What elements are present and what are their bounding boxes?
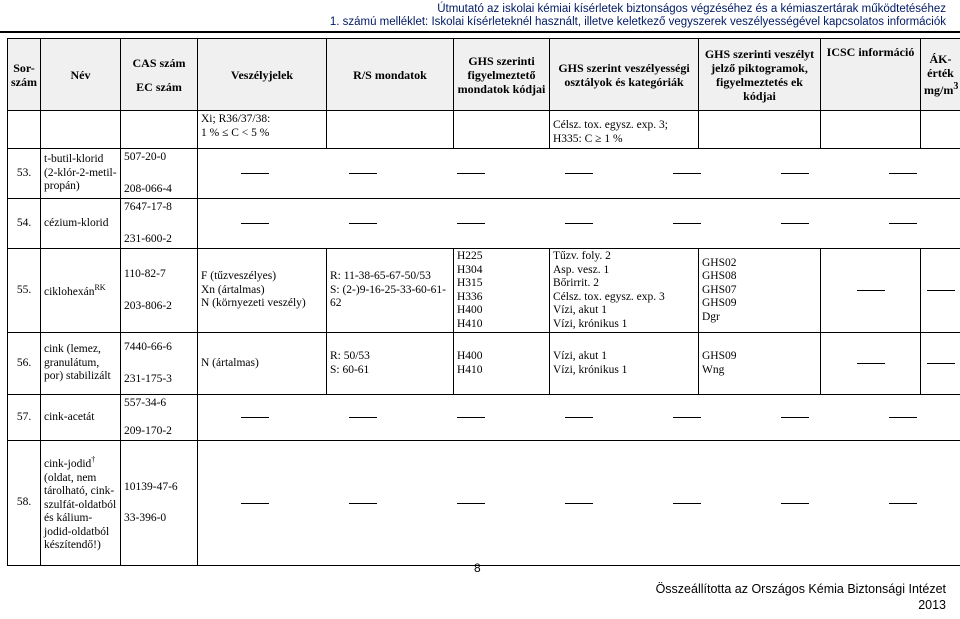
row-number: 58. [8, 441, 41, 566]
chemical-name: cink (lemez, granulátum, por) stabilizált [41, 333, 121, 395]
no-data-dashes [198, 199, 960, 249]
pre-row-ghs-osztalyok: Célsz. tox. egysz. exp. 3; H335: C ≥ 1 % [550, 111, 699, 149]
page-number: 8 [474, 561, 481, 575]
cas-ec-cell: 557-34-6 209-170-2 [121, 395, 198, 441]
ak-cell [921, 249, 960, 333]
table-row [8, 395, 960, 441]
row-number: 56. [8, 333, 41, 395]
veszelyjelek-cell: F (tűzveszélyes) Xn (ártalmas) N (környezeti veszély) [198, 249, 327, 333]
header-divider [0, 31, 960, 33]
table-row [8, 149, 960, 199]
col-header-ghs-osztalyok: GHS szerint veszélyességi osztályok és kategóriák [550, 39, 699, 111]
cas-ec-cell: 507-20-0 208-066-4 [121, 149, 198, 199]
document-header-title: Útmutató az iskolai kémiai kísérletek biztonságos végzéséhez és a kémiaszertárak működtetéséhez [437, 3, 946, 15]
col-header-sorszam: Sor- szám [8, 39, 41, 111]
veszelyjelek-cell: N (ártalmas) [198, 333, 327, 395]
chemical-name: t-butil-klorid (2-klór-2-metil-propán) [41, 149, 121, 199]
row-number: 57. [8, 395, 41, 441]
table-row [8, 441, 960, 566]
col-header-icsc: ICSC információ [821, 39, 921, 111]
row-number: 55. [8, 249, 41, 333]
cas-ec-cell: 110-82-7 203-806-2 [121, 249, 198, 333]
row-number: 54. [8, 199, 41, 249]
ghs-mondatok-cell: H225 H304 H315 H336 H400 H410 [454, 249, 550, 333]
ghs-osztalyok-cell: Vízi, akut 1 Vízi, krónikus 1 [550, 333, 699, 395]
ak-cell [921, 333, 960, 395]
col-header-cas-ec: CAS szám EC szám [121, 39, 198, 111]
col-header-ak: ÁK-érték $mg/m^3$ [921, 39, 960, 111]
ghs-osztalyok-cell: Tűzv. foly. 2 Asp. vesz. 1 Bőrirrit. 2 Célsz. tox. egysz. exp. 3 Vízi, akut 1 Vízi, krónikus 1 [550, 249, 699, 333]
col-header-rs: R/S mondatok [327, 39, 454, 111]
chemical-name: cink-acetát [41, 395, 121, 441]
chemical-name: ciklohexán$^{RK}$ [41, 249, 121, 333]
col-header-veszelyjelek: Veszélyjelek [198, 39, 327, 111]
cas-ec-cell: 7440-66-6 231-175-3 [121, 333, 198, 395]
row-number: 53. [8, 149, 41, 199]
ghs-mondatok-cell: H400 H410 [454, 333, 550, 395]
icsc-cell [821, 249, 921, 333]
no-data-dashes [198, 149, 960, 199]
document-header-subtitle: 1. számú melléklet: Iskolai kísérleteknél használt, illetve keletkező vegyszerek veszélyességével kapcsolatos információk [329, 16, 946, 28]
col-header-ghs-mondatok: GHS szerinti figyelmeztető mondatok kódjai [454, 39, 550, 111]
cas-ec-cell: 10139-47-6 33-396-0 [121, 441, 198, 566]
rs-cell: R: 11-38-65-67-50/53 S: (2-)9-16-25-33-60-61-62 [327, 249, 454, 333]
rs-cell: R: 50/53 S: 60-61 [327, 333, 454, 395]
cas-ec-cell: 7647-17-8 231-600-2 [121, 199, 198, 249]
table-row [8, 249, 960, 333]
chemical-hazard-table [7, 38, 960, 566]
footer-year: 2013 [918, 598, 946, 612]
chemical-name: cézium-klorid [41, 199, 121, 249]
no-data-dashes [198, 441, 960, 566]
col-header-nev: Név [41, 39, 121, 111]
continuation-row [8, 111, 960, 149]
footer-publisher: Összeállította az Országos Kémia Biztonsági Intézet [655, 582, 946, 596]
ghs-piktogram-cell: GHS02 GHS08 GHS07 GHS09 Dgr [699, 249, 821, 333]
col-header-ghs-piktogram: GHS szerinti veszélyt jelző piktogramok, figyelmeztetés ek kódjai [699, 39, 821, 111]
no-data-dashes [198, 395, 960, 441]
table-row [8, 199, 960, 249]
chemical-name: cink-jodid† (oldat, nem tárolható, cink-szulfát-oldatból és kálium-jodid-oldatból készítendő!) [41, 441, 121, 566]
pre-row-veszelyjelek: Xi; R36/37/38: 1 % ≤ C < 5 % [198, 111, 327, 149]
icsc-cell [821, 333, 921, 395]
table-row [8, 333, 960, 395]
ghs-piktogram-cell: GHS09 Wng [699, 333, 821, 395]
